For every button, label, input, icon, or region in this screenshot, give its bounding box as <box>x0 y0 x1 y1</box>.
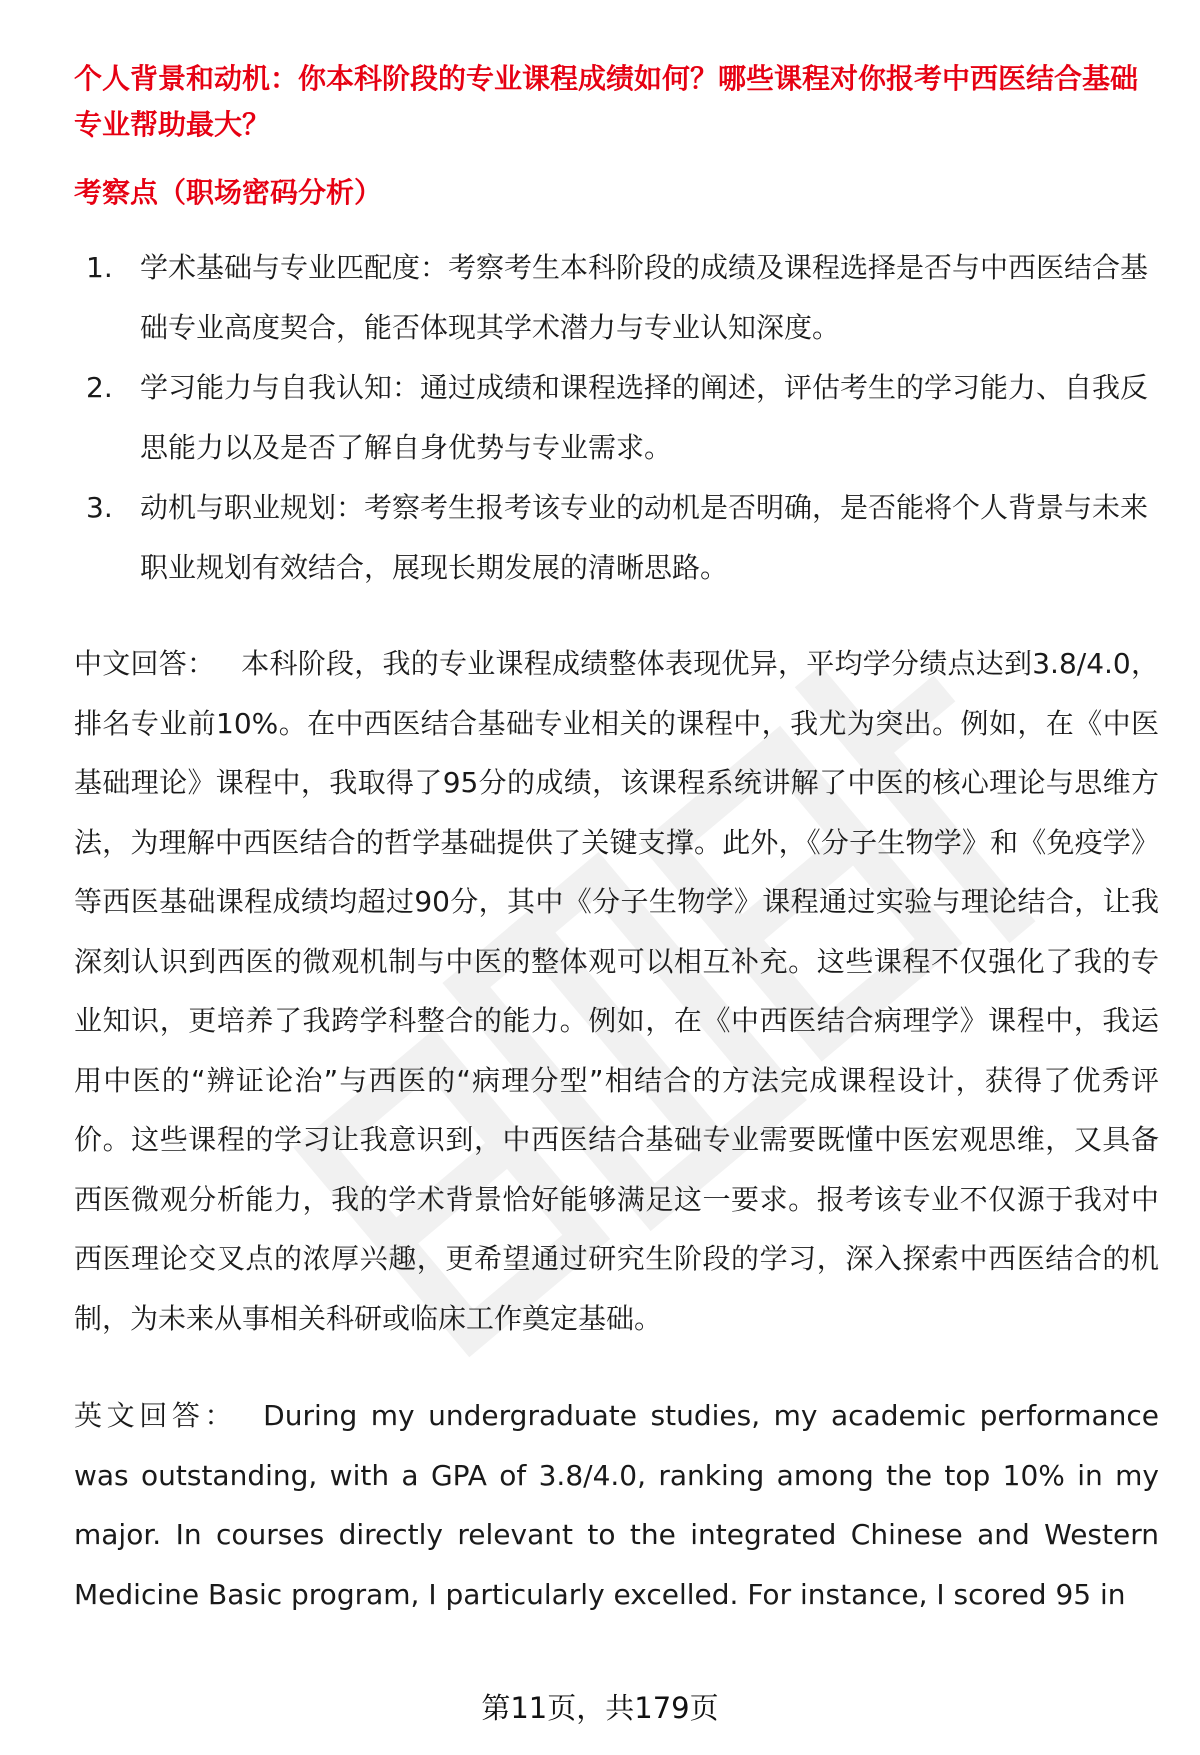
section-title: 考察点（职场密码分析） <box>74 176 383 209</box>
english-answer-paragraph <box>74 1386 1159 1624</box>
assessment-points-list <box>74 238 1159 598</box>
list-item-number: 2. <box>86 371 113 404</box>
english-answer-text: During my undergraduate studies, my academic performance was outstanding, with a GPA of 3.8/4.0, ranking among the top 10% in my major. In courses directly relevant to the integrated Chinese and Western Medicine Basic program, I particularly excelled. For instance, I scored 95 in <box>74 1399 1159 1611</box>
list-item <box>86 358 1159 478</box>
chinese-answer-label: 中文回答： <box>74 647 216 680</box>
list-item-number: 1. <box>86 251 113 284</box>
question-heading: 个人背景和动机：你本科阶段的专业课程成绩如何？哪些课程对你报考中西医结合基础专业帮助最大？ <box>74 62 1139 141</box>
list-item-text: 动机与职业规划：考察考生报考该专业的动机是否明确，是否能将个人背景与未来职业规划有效结合，展现长期发展的清晰思路。 <box>140 491 1149 584</box>
list-item-number: 3. <box>86 491 113 524</box>
list-item <box>86 478 1159 598</box>
document-content <box>74 56 1159 1624</box>
list-item-text: 学术基础与专业匹配度：考察考生本科阶段的成绩及课程选择是否与中西医结合基础专业高度契合，能否体现其学术潜力与专业认知深度。 <box>140 251 1149 344</box>
chinese-answer-text: 本科阶段，我的专业课程成绩整体表现优异，平均学分绩点达到3.8/4.0，排名专业前10%。在中西医结合基础专业相关的课程中，我尤为突出。例如，在《中医基础理论》课程中，我取得了95分的成绩，该课程系统讲解了中医的核心理论与思维方法，为理解中西医结合的哲学基础提供了关键支撑。此外，《分子生物学》和《免疫学》等西医基础课程成绩均超过90分，其中《分子生物学》课程通过实验与理论结合，让我深刻认识到西医的微观机制与中医的整体观可以相互补充。这些课程不仅强化了我的专业知识，更培养了我跨学科整合的能力。例如，在《中西医结合病理学》课程中，我运用中医的“辨证论治”与西医的“病理分型”相结合的方法完成课程设计，获得了优秀评价。这些课程的学习让我意识到，中西医结合基础专业需要既懂中医宏观思维，又具备西医微观分析能力，我的学术背景恰好能够满足这一要求。报考该专业不仅源于我对中西医理论交叉点的浓厚兴趣，更希望通过研究生阶段的学习，深入探索中西医结合的机制，为未来从事相关科研或临床工作奠定基础。 <box>74 647 1159 1335</box>
chinese-answer-paragraph <box>74 634 1159 1348</box>
english-answer-label: 英文回答： <box>74 1399 238 1432</box>
page-number-footer: 第11页，共179页 <box>481 1691 719 1725</box>
list-item <box>86 238 1159 358</box>
list-item-text: 学习能力与自我认知：通过成绩和课程选择的阐述，评估考生的学习能力、自我反思能力以及是否了解自身优势与专业需求。 <box>140 371 1149 464</box>
